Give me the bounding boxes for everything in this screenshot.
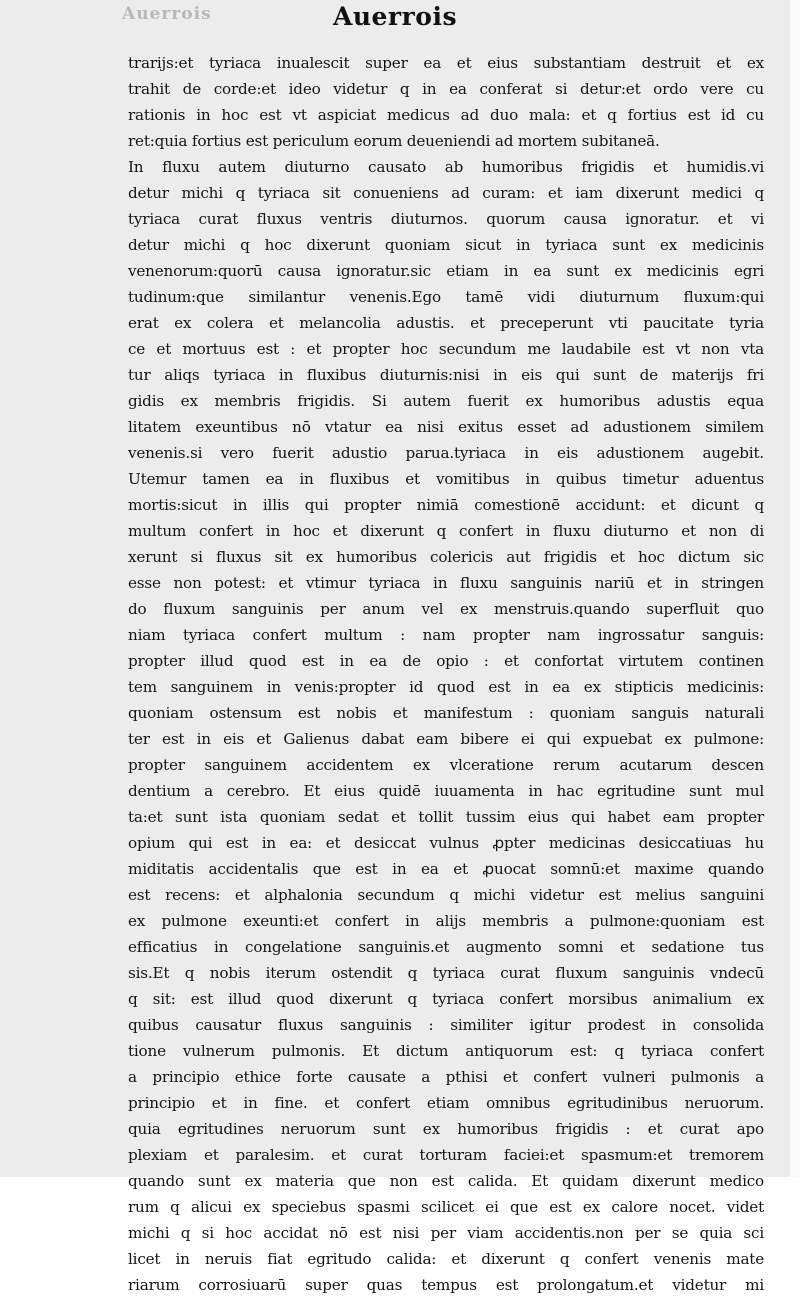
running-head: Auerrois [332, 2, 458, 31]
text-line: ret:quia fortius est periculum eorum deueniendi ad mortem subitaneā. [128, 132, 660, 150]
text-line: michi q si hoc accidat nō est nisi per viam accidentis.non per se quia sci [128, 1224, 764, 1242]
text-line: tudinum:que similantur venenis.Ego tamē vidi diuturnum fluxum:qui [128, 288, 764, 306]
text-line: In fluxu autem diuturno causato ab humoribus frigidis et humidis.vi [128, 158, 764, 176]
text-line: venenis.si vero fuerit adustio parua.tyriaca in eis adustionem augebit. [128, 444, 764, 462]
text-line: riarum corrosiuarū super quas tempus est prolongatum.et videtur mi [128, 1276, 764, 1294]
text-line: quia egritudines neruorum sunt ex humoribus frigidis : et curat apo [128, 1120, 764, 1138]
text-line: ta:et sunt ista quoniam sedat et tollit tussim eius qui habet eam propter [128, 808, 764, 826]
text-line: propter illud quod est in ea de opio : et confortat virtutem continen [128, 652, 764, 670]
text-line: multum confert in hoc et dixerunt q confert in fluxu diuturno et non di [128, 522, 764, 540]
text-line: tione vulnerum pulmonis. Et dictum antiquorum est: q tyriaca confert [128, 1042, 764, 1060]
text-line: Utemur tamen ea in fluxibus et vomitibus in quibus timetur aduentus [128, 470, 764, 488]
text-line: litatem exeuntibus nō vtatur ea nisi exitus esset ad adustionem similem [128, 418, 764, 436]
text-line: sis.Et q nobis iterum ostendit q tyriaca curat fluxum sanguinis vndecū [128, 964, 764, 982]
text-line: q sit: est illud quod dixerunt q tyriaca confert morsibus animalium ex [128, 990, 764, 1008]
text-line: trarijs:et tyriaca inualescit super ea et eius substantiam destruit et ex [128, 54, 764, 72]
text-line: niam tyriaca confert multum : nam propter nam ingrossatur sanguis: [128, 626, 764, 644]
text-line: tyriaca curat fluxus ventris diuturnos. quorum causa ignoratur. et vi [128, 210, 764, 228]
text-line: plexiam et paralesim. et curat torturam faciei:et spasmum:et tremorem [128, 1146, 764, 1164]
text-column [128, 50, 764, 1298]
text-line: tem sanguinem in venis:propter id quod est in ea ex stipticis medicinis: [128, 678, 764, 696]
text-line: ter est in eis et Galienus dabat eam bibere ei qui expuebat ex pulmone: [128, 730, 764, 748]
text-line: erat ex colera et melancolia adustis. et preceperunt vti paucitate tyria [128, 314, 764, 332]
text-line: est recens: et alphalonia secundum q michi videtur est melius sanguini [128, 886, 764, 904]
text-line: do fluxum sanguinis per anum vel ex menstruis.quando superfluit quo [128, 600, 764, 618]
text-line: detur michi q hoc dixerunt quoniam sicut in tyriaca sunt ex medicinis [128, 236, 764, 254]
text-line: opium qui est in ea: et desiccat vulnus ꝓpter medicinas desiccatiuas hu [128, 834, 764, 852]
text-line: quibus causatur fluxus sanguinis : similiter igitur prodest in consolida [128, 1016, 764, 1034]
text-line: mortis:sicut in illis qui propter nimiā comestionē accidunt: et dicunt q [128, 496, 764, 514]
text-line: quando sunt ex materia que non est calida. Et quidam dixerunt medico [128, 1172, 764, 1190]
text-line: ex pulmone exeunti:et confert in alijs membris a pulmone:quoniam est [128, 912, 764, 930]
bleed-through-heading: Auerrois [122, 4, 212, 24]
text-line: propter sanguinem accidentem ex vlceratione rerum acutarum descen [128, 756, 764, 774]
text-line: miditatis accidentalis que est in ea et ꝓuocat somnū:et maxime quando [128, 860, 764, 878]
text-line: efficatius in congelatione sanguinis.et augmento somni et sedatione tus [128, 938, 764, 956]
text-line: gidis ex membris frigidis. Si autem fuerit ex humoribus adustis equa [128, 392, 764, 410]
text-line: rum q alicui ex speciebus spasmi scilicet ei que est ex calore nocet. videt [128, 1198, 764, 1216]
page-edge [790, 0, 800, 1177]
text-line: a principio ethice forte causate a pthisi et confert vulneri pulmonis a [128, 1068, 764, 1086]
text-line: trahit de corde:et ideo videtur q in ea conferat si detur:et ordo vere cu [128, 80, 764, 98]
text-line: xerunt si fluxus sit ex humoribus colericis aut frigidis et hoc dictum sic [128, 548, 764, 566]
text-line: rationis in hoc est vt aspiciat medicus ad duo mala: et q fortius est id cu [128, 106, 764, 124]
text-line: dentium a cerebro. Et eius quidē iuuamenta in hac egritudine sunt mul [128, 782, 764, 800]
text-line: quoniam ostensum est nobis et manifestum : quoniam sanguis naturali [128, 704, 764, 722]
text-line: esse non potest: et vtimur tyriaca in fluxu sanguinis nariū et in stringen [128, 574, 764, 592]
text-line: tur aliqs tyriaca in fluxibus diuturnis:nisi in eis qui sunt de materijs fri [128, 366, 764, 384]
text-line: licet in neruis fiat egritudo calida: et dixerunt q confert venenis mate [128, 1250, 764, 1268]
text-line: detur michi q tyriaca sit conueniens ad curam: et iam dixerunt medici q [128, 184, 764, 202]
text-line: venenorum:quorū causa ignoratur.sic etiam in ea sunt ex medicinis egri [128, 262, 764, 280]
text-line: ce et mortuus est : et propter hoc secundum me laudabile est vt non vta [128, 340, 764, 358]
text-line: principio et in fine. et confert etiam omnibus egritudinibus neruorum. [128, 1094, 764, 1112]
